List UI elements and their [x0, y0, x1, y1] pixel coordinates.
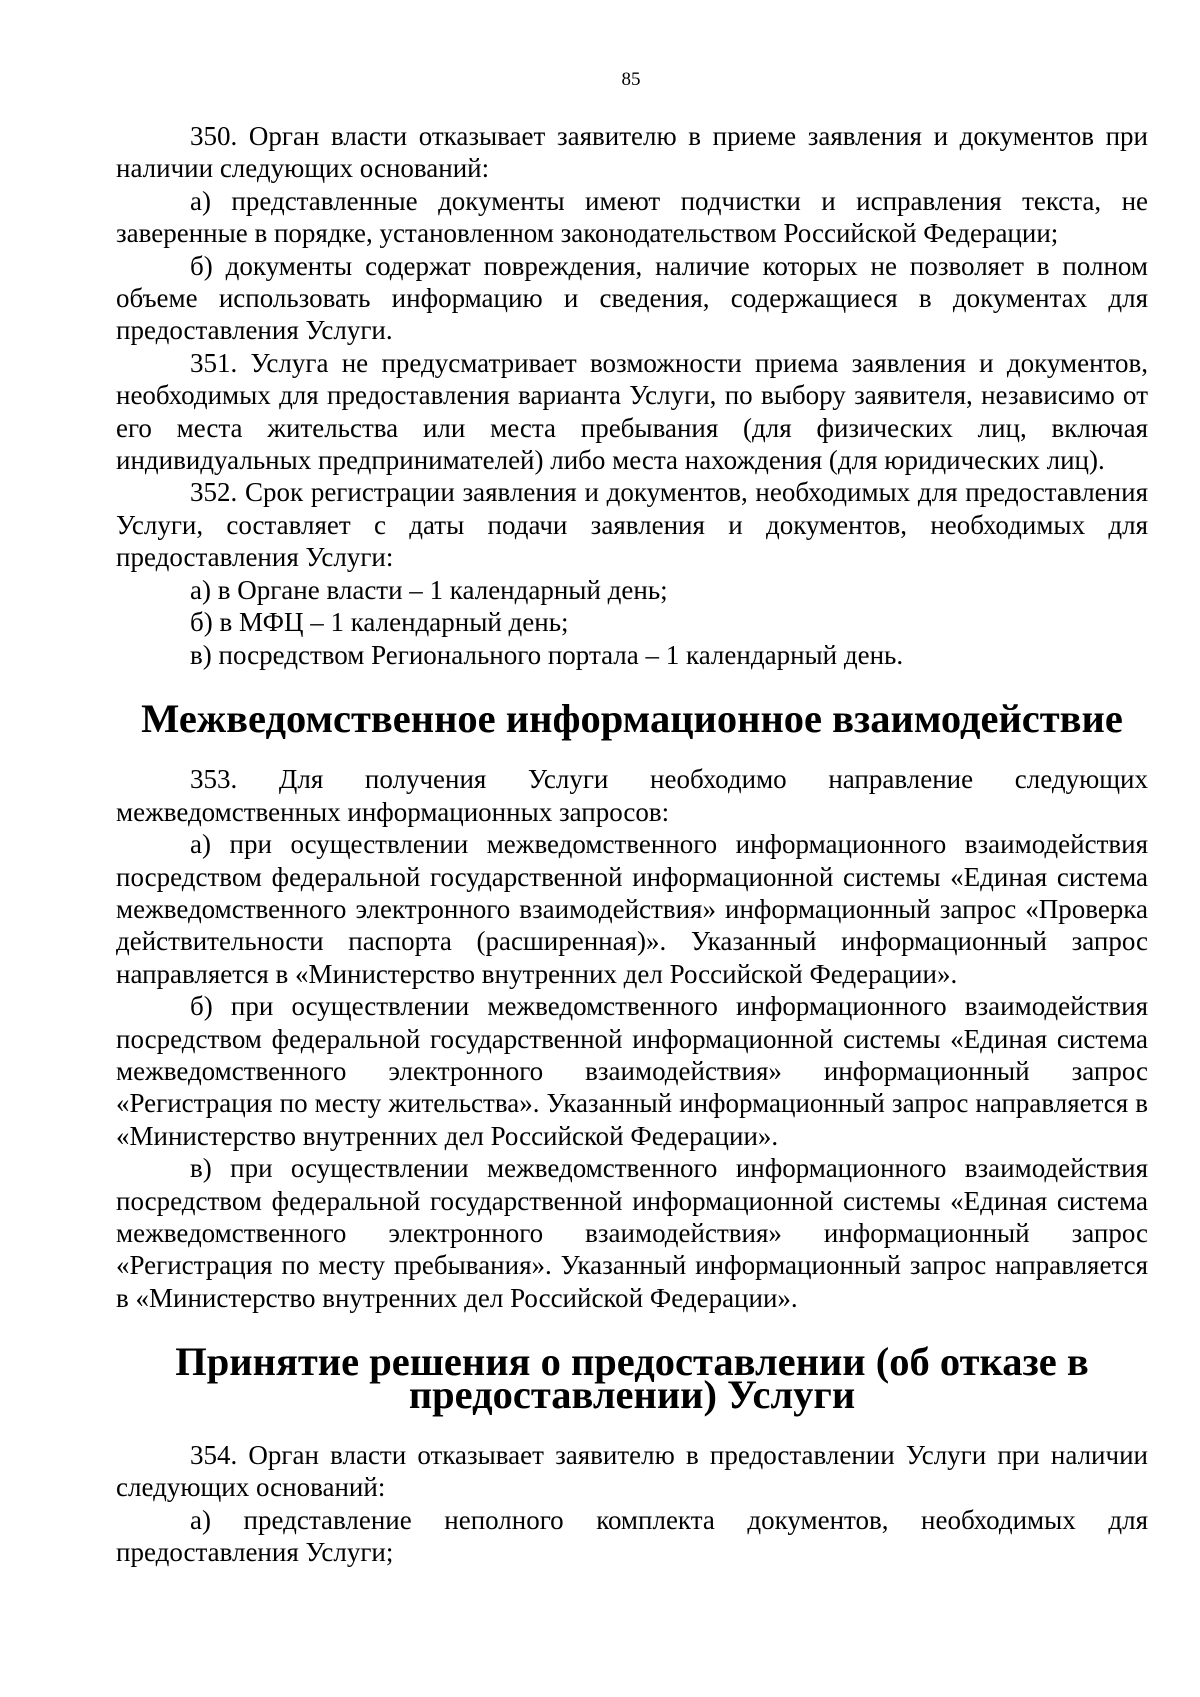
- paragraph-352-a: а) в Органе власти – 1 календарный день;: [190, 574, 668, 605]
- paragraph-351: 351. Услуга не предусматривает возможности приема заявления и документов, необходимых для предоставления варианта Услуги, по выбору заявителя, независимо от его места жительства или места пребывания (для физических лиц, включая индивидуальных предпринимателей) либо места нахождения (для юридических лиц).: [116, 347, 1148, 476]
- paragraph-352-b: б) в МФЦ – 1 календарный день;: [190, 607, 569, 638]
- section-heading-decision: Принятие решения о предоставлении (об отказе в предоставлении) Услуги: [175, 1339, 1089, 1417]
- section-heading-interagency: Межведомственное информационное взаимодействие: [141, 695, 1123, 741]
- paragraph-350-b: б) документы содержат повреждения, наличие которых не позволяет в полном объеме использовать информацию и сведения, содержащиеся в документах для предоставления Услуги.: [116, 250, 1148, 346]
- paragraph-352: 352. Срок регистрации заявления и документов, необходимых для предоставления Услуги, составляет с даты подачи заявления и документов, необходимых для предоставления Услуги:: [116, 477, 1148, 573]
- paragraph-353-c: в) при осуществлении межведомственного информационного взаимодействия посредством федеральной государственной информационной системы «Единая система межведомственного электронного взаимодействия» информационный запрос «Регистрация по месту пребывания». Указанный информационный запрос направляется в «Министерство внутренних дел Российской Федерации».: [116, 1153, 1148, 1313]
- document-body: [116, 120, 1148, 1569]
- page-number: 85: [621, 69, 641, 90]
- paragraph-353-a: а) при осуществлении межведомственного информационного взаимодействия посредством федеральной государственной информационной системы «Единая система межведомственного электронного взаимодействия» информационный запрос «Проверка действительности паспорта (расширенная)». Указанный информационный запрос направляется в «Министерство внутренних дел Российской Федерации».: [116, 829, 1148, 989]
- paragraph-350-a: а) представленные документы имеют подчистки и исправления текста, не заверенные в порядке, установленном законодательством Российской Федерации;: [116, 185, 1148, 249]
- paragraph-353-b: б) при осуществлении межведомственного информационного взаимодействия посредством федеральной государственной информационной системы «Единая система межведомственного электронного взаимодействия» информационный запрос «Регистрация по месту жительства». Указанный информационный запрос направляется в «Министерство внутренних дел Российской Федерации».: [116, 991, 1148, 1151]
- paragraph-354-a: а) представление неполного комплекта документов, необходимых для предоставления Услуги;: [116, 1504, 1148, 1568]
- paragraph-353: 353. Для получения Услуги необходимо направление следующих межведомственных информационных запросов:: [116, 764, 1148, 827]
- paragraph-352-c: в) посредством Регионального портала – 1 календарный день.: [190, 639, 904, 670]
- paragraph-350: 350. Орган власти отказывает заявителю в приеме заявления и документов при наличии следующих оснований:: [116, 121, 1148, 184]
- paragraph-354: 354. Орган власти отказывает заявителю в предоставлении Услуги при наличии следующих оснований:: [116, 1440, 1148, 1503]
